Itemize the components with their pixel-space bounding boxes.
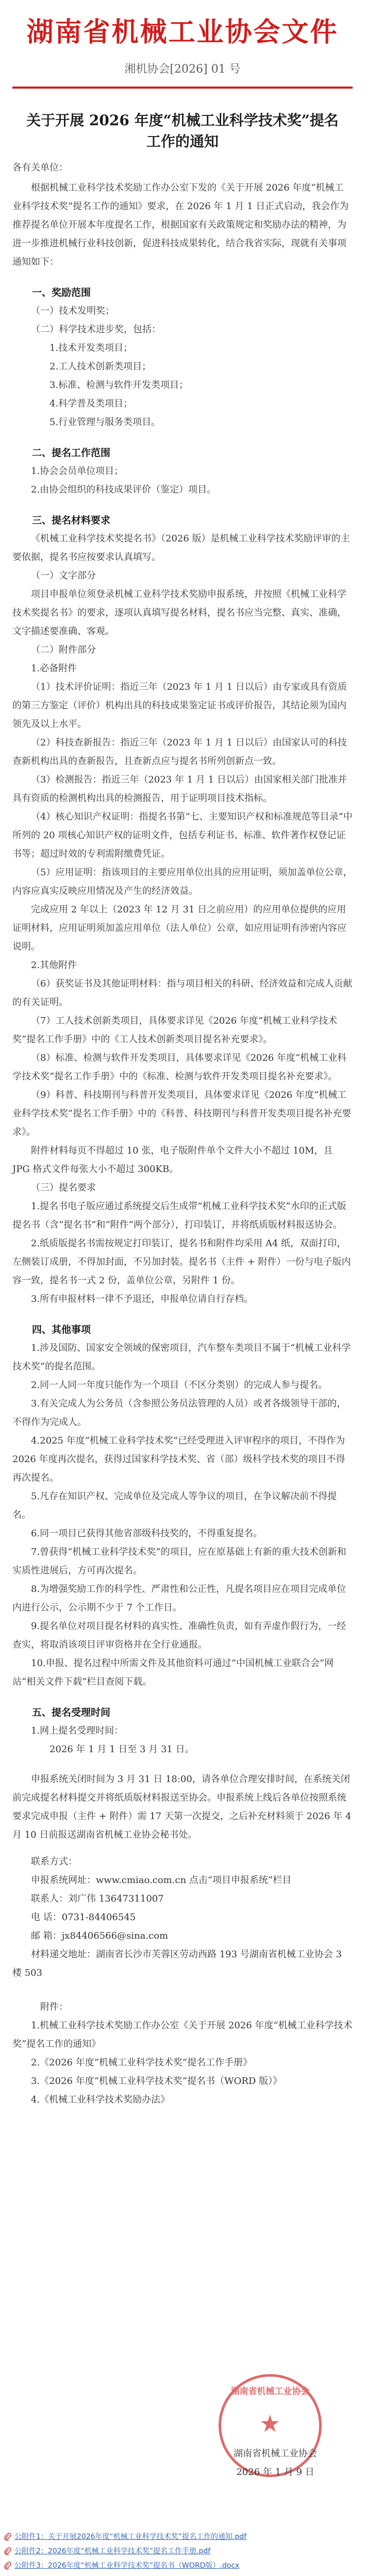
section-line: （二）科学技术进步奖，包括：: [31, 324, 161, 335]
section-line: 1.必备附件: [31, 663, 77, 674]
contact-person: 联系人：刘广伟 13647311007: [31, 1893, 164, 1905]
section-line: （二）附件部分: [31, 645, 96, 656]
section-line: 5.行业管理与服务类项目。: [49, 417, 161, 428]
section-heading: 二、提名工作范围: [32, 447, 111, 459]
sections-container: [12, 285, 353, 1759]
section-line: 附件材料每页不得超过 10 张，电子版附件单个文件大小不超过 10M，且 JPG 格式文件每张大小不超过 300KB。: [12, 1145, 333, 1175]
contact-intro: 联系方式：: [31, 1856, 77, 1868]
section-line: （一）文字部分: [31, 570, 96, 582]
section-line: 3.有关完成人为公务员（含参照公务员法管理的人员）或者各级领导干部的，不得作为完成人。: [12, 1398, 346, 1428]
attachments-block: [12, 1998, 353, 2109]
section-line: （7）工人技术创新类项目，具体要求详见《2026 年度“机械工业科学技术奖”提名工作手册》中的《工人技术创新类项目提名补充要求》。: [12, 1015, 338, 1045]
section-heading: 五、提名受理时间: [32, 1707, 111, 1719]
attachment-item: 3.《2026 年度“机械工业科学技术奖”提名书（WORD 版）》: [31, 2076, 283, 2087]
section-line: （8）标准、检测与软件开发类项目，具体要求详见《2026 年度“机械工业科学技术奖”提名工作手册》中的《标准、检测与软件开发类项目提名补充要求》。: [12, 1053, 347, 1082]
attachment-download-link[interactable]: [4, 2544, 360, 2558]
section-line: （一）技术发明奖；: [31, 306, 114, 317]
attachment-item: 2.《2026 年度“机械工业科学技术奖”提名工作手册》: [31, 2057, 253, 2069]
section-line: 7.曾获得“机械工业科学技术奖”的项目，应在原基础上有新的重大技术创新和实质性进展后，方可再次提名。: [12, 1547, 346, 1577]
section-line: 1.技术开发类项目；: [49, 343, 133, 354]
download-link-label: 公附件2：2026年度“机械工业科学技术奖”提名工作手册.pdf: [14, 2547, 211, 2555]
section-heading: 四、其他事项: [32, 1324, 91, 1336]
section-line: 1.提名书电子版应通过系统提交后生成带“机械工业科学技术奖”水印的正式版提名书（含“提名书”和“附件”两个部分），打印装订，并将纸质版材料报送协会。: [12, 1201, 346, 1231]
section-line: 1.协会会员单位项目；: [31, 466, 124, 477]
section-line: 4.2025 年度“机械工业科学技术奖”已经受理进入评审程序的项目，不得作为 2026 年度再次提名，获得过国家科学技术奖、省（部）级科学技术奖的项目不得再次提名。: [12, 1435, 345, 1484]
section-line: 2.同一人同一年度只能作为一个项目（不区分类别）的完成人参与提名。: [31, 1380, 328, 1391]
section-line: （1）技术评价证明：指近三年（2023 年 1 月 1 日以后）由专家或具有资质的第三方鉴定（评价）机构出具的科技成果鉴定证书或评价报告，其结论须为国内领先及以上水平。: [12, 682, 347, 730]
seal-text: 湖南省机械工业协会: [230, 2386, 310, 2397]
section-line: （4）核心知识产权证明：指提名书第“七、主要知识产权和标准规范等目录”中所列的 20 项核心知识产权的证明文件，包括专利证书、标准、软件著作权登记证书等；超过时效的专利需附缴费凭证。: [12, 811, 353, 860]
section-line: 8.为增强奖励工作的科学性、严肃性和公正性，凡提名项目应在项目完成单位内进行公示，公示期不少于 7 个工作日。: [12, 1584, 346, 1614]
attachment-item: 4.《机械工业科学技术奖励办法》: [31, 2094, 170, 2106]
section-line: 10.申报、提名过程中所需文件及其他资料可通过“中国机械工业联合会”网站“相关文件下载”栏目查阅下载。: [12, 1658, 334, 1688]
section-line: （9）科普、科技期刊与科普开发类项目，具体要求详见《2026 年度“机械工业科学技术奖”提名工作手册》中的《科普、科技期刊与科普开发类项目提名补充要求》。: [12, 1090, 352, 1138]
salutation: 各有关单位：: [12, 162, 68, 174]
section-line: 9.提名单位对项目提名材料的真实性、准确性负责，如有弄虚作假行为，一经查实，将取消该项目评审资格并在全行业通报。: [12, 1621, 346, 1651]
attachments-list: [12, 2016, 353, 2109]
document-body: [12, 103, 353, 2109]
section-line: 1.网上提名受理时间：: [31, 1725, 124, 1737]
section-line: 完成应用 2 年以上（2023 年 12 月 31 日之前应用）的应用单位提供的应用证明材料，应用证明须加盖应用单位（法人单位）公章，如应用证明有涉密内容应说明。: [12, 904, 346, 953]
download-link-label: [14, 2573, 159, 2576]
contact-phone: 电 话：0731-84406545: [31, 1912, 136, 1923]
download-list: [4, 2530, 360, 2576]
section-line: （5）应用证明：指该项目的主要应用单位出具的应用证明，须加盖单位公章，内容应真实反映应用情况及产生的经济效益。: [12, 867, 353, 897]
official-seal: [219, 2374, 322, 2477]
section-line: 3.标准、检测与软件开发类项目；: [49, 380, 189, 391]
section-line: 项目申报单位须登录机械工业科学技术奖励申报系统，并按照《机械工业科学技术奖提名书》的要求，逐项认真填写提名材料，提名书应当完整、真实、准确，文字描述要准确、客观。: [12, 589, 346, 637]
signature-block: [208, 2374, 342, 2487]
section-line: 2026 年 1 月 1 日至 3 月 31 日。: [49, 1744, 194, 1755]
section-line: 5.凡存在知识产权、完成单位及完成人等争议的项目，在争议解决前不得提名。: [12, 1491, 337, 1521]
intro-paragraph: 根据机械工业科学技术奖励工作办公室下发的《关于开展 2026 年度“机械工业科学技术奖”提名工作的通知》要求，在 2026 年 1 月 1 日正式启动，我会作为推荐提名单位开展本年度提名工作，根据国家有关政策规定和奖励办法的精神，为进一步推进机械行业科技创新，促进科技成果转化，结合我省实际，现就有关事项通知如下：: [12, 182, 349, 268]
section-line: 6.同一项目已获得其他省部级科技奖的，不得重复提名。: [31, 1528, 263, 1539]
attachment-download-link[interactable]: [4, 2530, 360, 2544]
attachment-download-link[interactable]: [4, 2573, 360, 2576]
paperclip-icon: [4, 2533, 11, 2541]
notice-title-line1: 关于开展 2026 年度“机械工业科学技术奖”提名: [26, 112, 339, 129]
document-header: [12, 6, 353, 89]
section-line: 4.科学普及类项目；: [49, 398, 133, 410]
star-icon: ★: [259, 2410, 281, 2437]
section-line: 2.由协会组织的科技成果评价（鉴定）项目。: [31, 484, 217, 496]
section-line: 2.其他附件: [31, 960, 77, 971]
section-heading: 一、奖励范围: [32, 287, 91, 299]
signature-org: 湖南省机械工业协会: [234, 2448, 317, 2459]
contact-site: 申报系统网址：www.cmiao.com.cn 点击“项目申报系统”栏目: [31, 1875, 292, 1886]
deadline-paragraph: 申报系统关闭时间为 3 月 31 日 18:00，请各单位合理安排时间，在系统关闭前完成提名材料提交并将纸质版材料报送至协会。申报系统上线后各单位按照系统要求完成申报（主件 + 附件）需 17 天第一次提交，之后补充材料须于 2026 年 4 月 10 日前报送湖南省机械工业协会秘书处。: [12, 1774, 352, 1841]
section-line: 2.工人技术创新类项目；: [49, 361, 152, 372]
section-line: 1.涉及国防、国家安全领域的保密项目，汽车整车类项目不属于“机械工业科学技术奖”的提名范围。: [12, 1343, 351, 1372]
section-heading: 三、提名材料要求: [32, 515, 111, 527]
notice-title: [12, 110, 353, 152]
paperclip-icon: [4, 2562, 11, 2570]
download-link-label: 公附件1：关于开展2026年度“机械工业科学技术奖”提名工作的通知.pdf: [14, 2533, 247, 2541]
section-line: （6）获奖证书及其他证明材料：指与项目相关的科研、经济效益和完成人贡献的有关证明。: [12, 978, 353, 1008]
section-line: 3.所有申报材料一律不予退还，申报单位请自行存档。: [31, 1294, 254, 1305]
section-line: （2）科技查新报告：指近三年（2023 年 1 月 1 日以后）由国家认可的科技查新机构出具的查新报告，且查新点应与提名书所列创新点一致。: [12, 737, 347, 767]
section-line: （3）检测报告：指近三年（2023 年 1 月 1 日以后）由国家相关部门批准并具有资质的检测机构出具的检测报告，用于证明项目技术指标。: [12, 774, 347, 804]
contact-email: 邮 箱：jx84406566@sina.com: [31, 1930, 169, 1942]
section-line: 《机械工业科学技术奖提名书》（2026 版）是机械工业科学技术奖励评审的主要依据，提名书应按要求认真填写。: [12, 533, 350, 563]
attachments-heading: 附件：: [40, 2002, 68, 2013]
contact-block: [12, 1853, 353, 1982]
red-divider: [12, 87, 353, 89]
paperclip-icon: [4, 2547, 11, 2555]
attachment-download-link[interactable]: [4, 2558, 360, 2573]
doc-number: 湘机协会[2026] 01 号: [124, 63, 241, 76]
section-line: （三）提名要求: [31, 1182, 96, 1194]
attachment-item: 1.机械工业科学技术奖励工作办公室《关于开展 2026 年度“机械工业科学技术奖”提名工作的通知》: [12, 2020, 353, 2050]
download-link-label: 公附件3：2026年度“机械工业科学技术奖”提名书（WORD版）.docx: [14, 2562, 240, 2570]
signature-date: 2026 年 1 月 9 日: [236, 2467, 314, 2478]
contact-address: 材料递交地址：湖南省长沙市芙蓉区劳动西路 193 号湖南省机械工业协会 3 楼 503: [12, 1949, 342, 1979]
org-title: 湖南省机械工业协会文件: [26, 17, 339, 48]
section-line: 2.纸质版提名书需按规定打印装订，提名书和附件均采用 A4 纸，双面打印，左侧装订成册，不得加封面，不另加封装。提名书（主件 + 附件）一份与电子版内容一致，提名书一式 2 份，盖单位公章，另附件 1 份。: [12, 1238, 351, 1286]
notice-title-line2: 工作的通知: [146, 132, 219, 150]
